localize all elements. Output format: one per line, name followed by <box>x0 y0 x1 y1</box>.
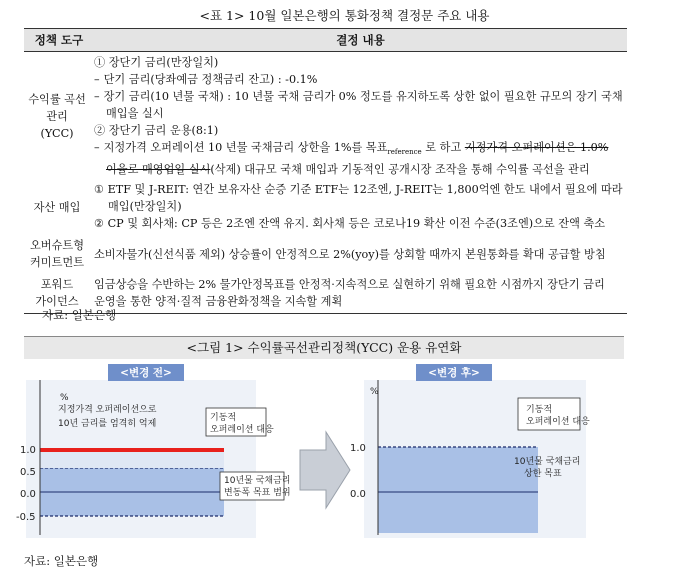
left-tick-1.0: 1.0 <box>20 445 36 456</box>
row-key-asset: 자산 매입 <box>33 201 81 215</box>
right-target-line-2: 상한 목표 <box>524 469 562 479</box>
right-tick-0.0: 0.0 <box>350 489 366 500</box>
ycc-line-2 <box>94 71 627 88</box>
left-callout-line-1: 기동적 <box>210 413 237 423</box>
ycc-line-4: 매입을 실시 <box>106 107 164 120</box>
ycc-line-7-text: (삭제) 대규모 국채 매입과 기동적인 공개시장 조작을 통해 수익률 곡선을 관리 <box>210 163 590 177</box>
left-annot-line-2: 10년 금리를 엄격히 억제 <box>58 419 157 429</box>
ycc-line-3-text: 장기 금리(10 년물 국채) : 10 년물 국채 금리가 0% 정도를 유지하도록 상한 없이 필요한 규모의 장기 국채 <box>103 90 623 103</box>
ycc-line-6b: 로 하고 <box>421 141 465 154</box>
ycc-figure <box>16 360 644 540</box>
table-source: 자료: 일본은행 <box>42 308 117 322</box>
ycc-line-6 <box>94 139 627 161</box>
ycc-line-7-strike: 이율로 매영업일 실시 <box>106 163 211 177</box>
after-badge-label: <변경 후> <box>428 367 480 379</box>
table-row-asset <box>24 181 627 235</box>
before-badge-label: <변경 전> <box>120 367 172 379</box>
ycc-line-7 <box>94 161 627 178</box>
table-row-ycc <box>24 52 627 182</box>
key-line: 오버슈트형 <box>29 239 85 253</box>
forward-line-1: 임금상승을 수반하는 2% 물가안정목표를 안정적·지속적으로 실현하기 위해 필요한 시점까지 장단기 금리 <box>94 278 605 292</box>
key-line: (YCC) <box>40 126 74 140</box>
left-tick-0.5: 0.5 <box>20 467 36 478</box>
table-title: <표 1> 10월 일본은행의 통화정책 결정문 주요 내용 <box>199 8 490 23</box>
left-tick-neg0.5: -0.5 <box>16 512 36 523</box>
key-line: 포워드 <box>40 278 74 292</box>
ycc-line-6-strike: 지정가격 오퍼레이션은 1.0% <box>464 141 609 154</box>
row-key-overshoot <box>24 235 94 274</box>
asset-line-3: ② CP 및 회사채: CP 등은 2조엔 잔액 유지. 회사채 등은 코로나19 확산 이전 수준(3조엔)으로 잔액 축소 <box>94 217 606 231</box>
row-key-ycc <box>24 52 94 182</box>
left-callout-line-2: 오퍼레이션 대응 <box>210 425 274 435</box>
figure-title: <그림 1> 수익률곡선관리정책(YCC) 운용 유연화 <box>24 336 624 359</box>
left-annot-line-1: 지정가격 오퍼레이션으로 <box>58 405 157 415</box>
table-row-overshoot <box>24 235 627 274</box>
policy-table <box>24 28 627 314</box>
right-y-unit: % <box>370 387 379 397</box>
ycc-line-1: ① 장단기 금리(만장일치) <box>94 56 219 69</box>
ycc-line-2-text: 단기 금리(당좌예금 정책금리 잔고) : -0.1% <box>103 73 318 86</box>
row-content-forward <box>94 274 627 314</box>
table-header-row <box>24 29 627 52</box>
row-content-overshoot <box>94 235 627 274</box>
figure-source: 자료: 일본은행 <box>24 554 99 568</box>
left-range-line-1: 10년물 국채금리 <box>224 476 291 486</box>
ycc-line-6a: 지정가격 오퍼레이션 10 년물 국채금리 상한을 1%를 목표 <box>103 141 388 154</box>
overshoot-line-1: 소비자물가(신선식품 제외) 상승률이 안정적으로 2%(yoy)를 상회할 때까지 본원통화를 확대 공급할 방침 <box>94 247 606 261</box>
right-tick-1.0: 1.0 <box>350 443 366 454</box>
ycc-line-3 <box>94 88 627 105</box>
key-line: 관리 <box>46 109 68 123</box>
right-callout-line-2: 오퍼레이션 대응 <box>526 417 590 427</box>
right-callout-line-1: 기동적 <box>526 405 553 415</box>
transition-arrow-icon <box>300 432 350 508</box>
key-line: 커미트먼트 <box>29 256 85 270</box>
left-tick-0.0: 0.0 <box>20 489 36 500</box>
header-tool: 정책 도구 <box>24 29 94 52</box>
key-line: 수익률 곡선 <box>28 92 86 106</box>
left-y-unit: % <box>60 393 69 403</box>
ycc-line-5: ② 장단기 금리 운용(8:1) <box>94 124 219 137</box>
left-range-line-2: 변동폭 목표 범위 <box>224 488 291 498</box>
forward-line-2: 운영을 통한 양적·질적 금융완화정책을 지속할 계획 <box>94 295 343 309</box>
asset-line-1: ① ETF 및 J-REIT: 연간 보유자산 순증 기준 ETF는 12조엔, J-REIT는 1,800억엔 한도 내에서 필요에 따라 <box>94 183 623 197</box>
right-target-line-1: 10년물 국채금리 <box>514 457 581 467</box>
row-content-asset <box>94 181 627 235</box>
asset-line-2: 매입(만장일치) <box>108 200 182 214</box>
ycc-line-6-sub: reference <box>387 148 422 157</box>
left-upper-area <box>40 450 224 468</box>
header-content: 결정 내용 <box>94 29 627 52</box>
key-line: 가이던스 <box>35 295 79 309</box>
row-content-ycc <box>94 52 627 182</box>
